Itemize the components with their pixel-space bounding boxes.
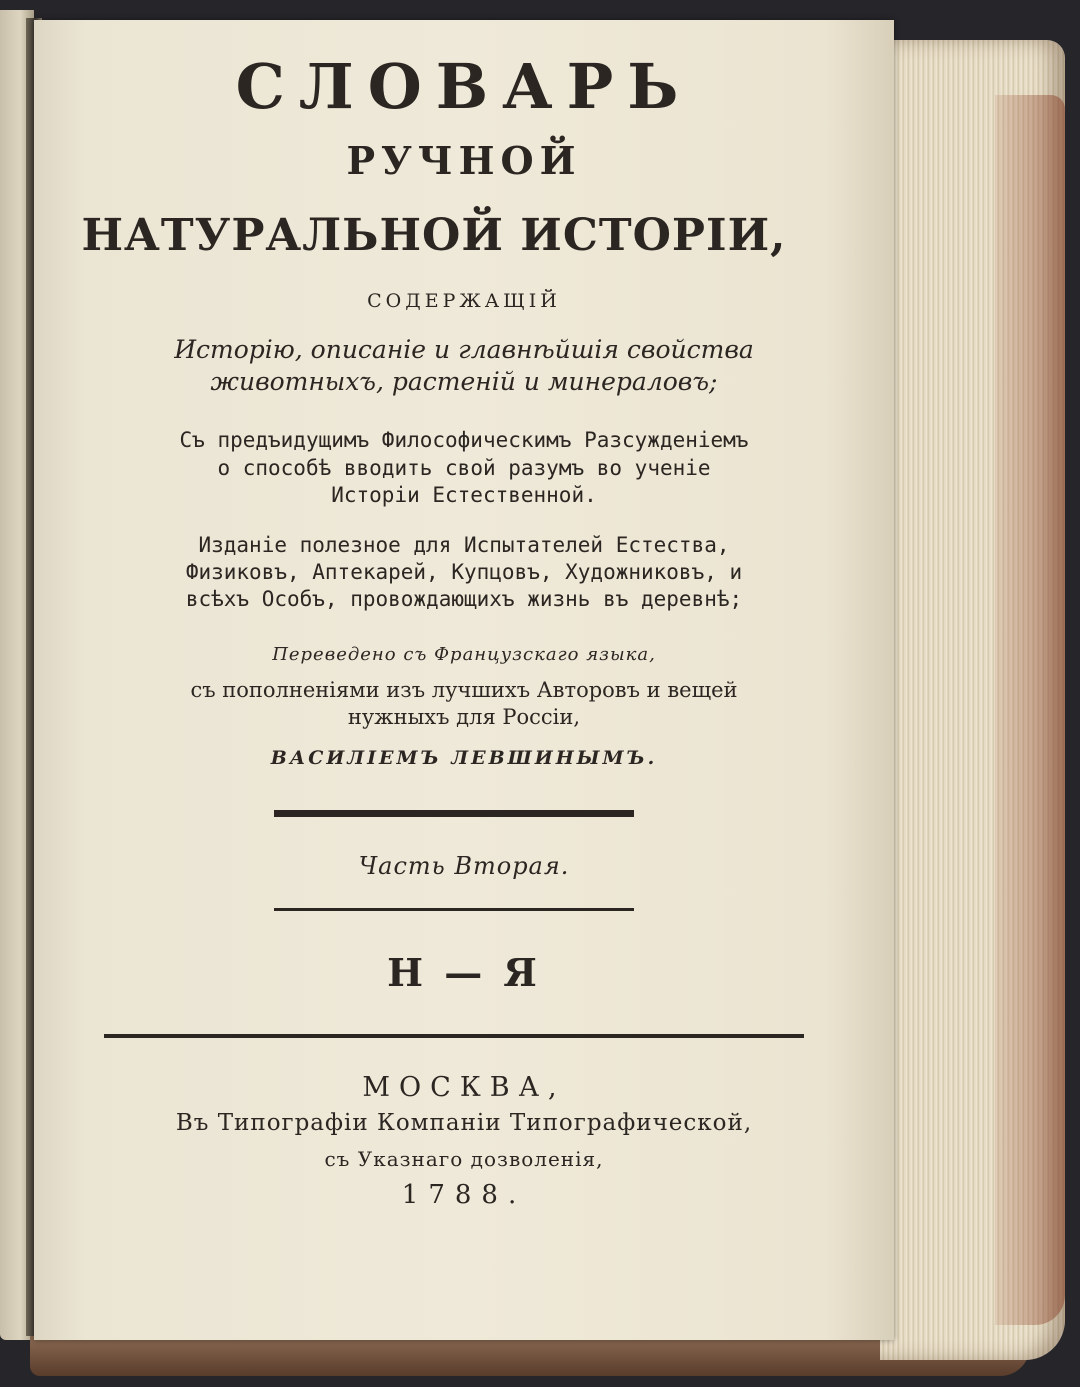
imprint-permission: съ Указнаго дозволенія,	[324, 1147, 604, 1171]
translation-note: Переведено съ Французскаго языка,	[272, 644, 656, 665]
divider-rule	[104, 1034, 804, 1038]
description-line-1: Исторію, описаніе и главнѣйшія свойства	[174, 335, 754, 364]
imprint-city: МОСКВА,	[362, 1072, 566, 1103]
imprint-press: Въ Типографіи Компаніи Типографической,	[175, 1110, 753, 1136]
supplements-line-1: съ пополненіями изъ лучшихъ Авторовъ и вещей	[190, 678, 738, 702]
imprint-year: 1788.	[401, 1180, 527, 1210]
book-title: СЛОВАРЬ	[235, 50, 693, 123]
subtitle-line-2: НАТУРАЛЬНОЙ ИСТОРІИ,	[81, 210, 787, 261]
subtitle-line-1: РУЧНОЙ	[346, 138, 582, 183]
divider-rule	[274, 908, 634, 911]
divider-rule	[274, 810, 634, 817]
preface-line-3: Исторіи Естественной.	[331, 483, 597, 507]
preface-line-1: Съ предъидущимъ Философическимъ Разсужденіемъ	[179, 428, 749, 452]
title-page	[34, 20, 894, 1340]
translator-name: ВАСИЛІЕМЪ ЛЕВШИНЫМЪ.	[270, 747, 658, 769]
description-line-2: животныхъ, растеній и минераловъ;	[210, 367, 718, 396]
letter-range: Н — Я	[387, 950, 541, 995]
page-edges-tint	[995, 95, 1065, 1325]
volume-part: Часть Вторая.	[358, 852, 570, 880]
supplements-line-2: нужныхъ для Россіи,	[347, 705, 581, 729]
audience-line-1: Изданіе полезное для Испытателей Естества,	[198, 533, 730, 557]
contains-label: СОДЕРЖАЩІЙ	[367, 290, 561, 312]
audience-line-3: всѣхъ Особъ, провождающихъ жизнь въ деревнѣ;	[185, 587, 743, 611]
audience-line-2: Физиковъ, Аптекарей, Купцовъ, Художниковъ, и	[185, 560, 743, 584]
preface-line-2: о способѣ вводить свой разумъ во ученіе	[217, 456, 711, 480]
